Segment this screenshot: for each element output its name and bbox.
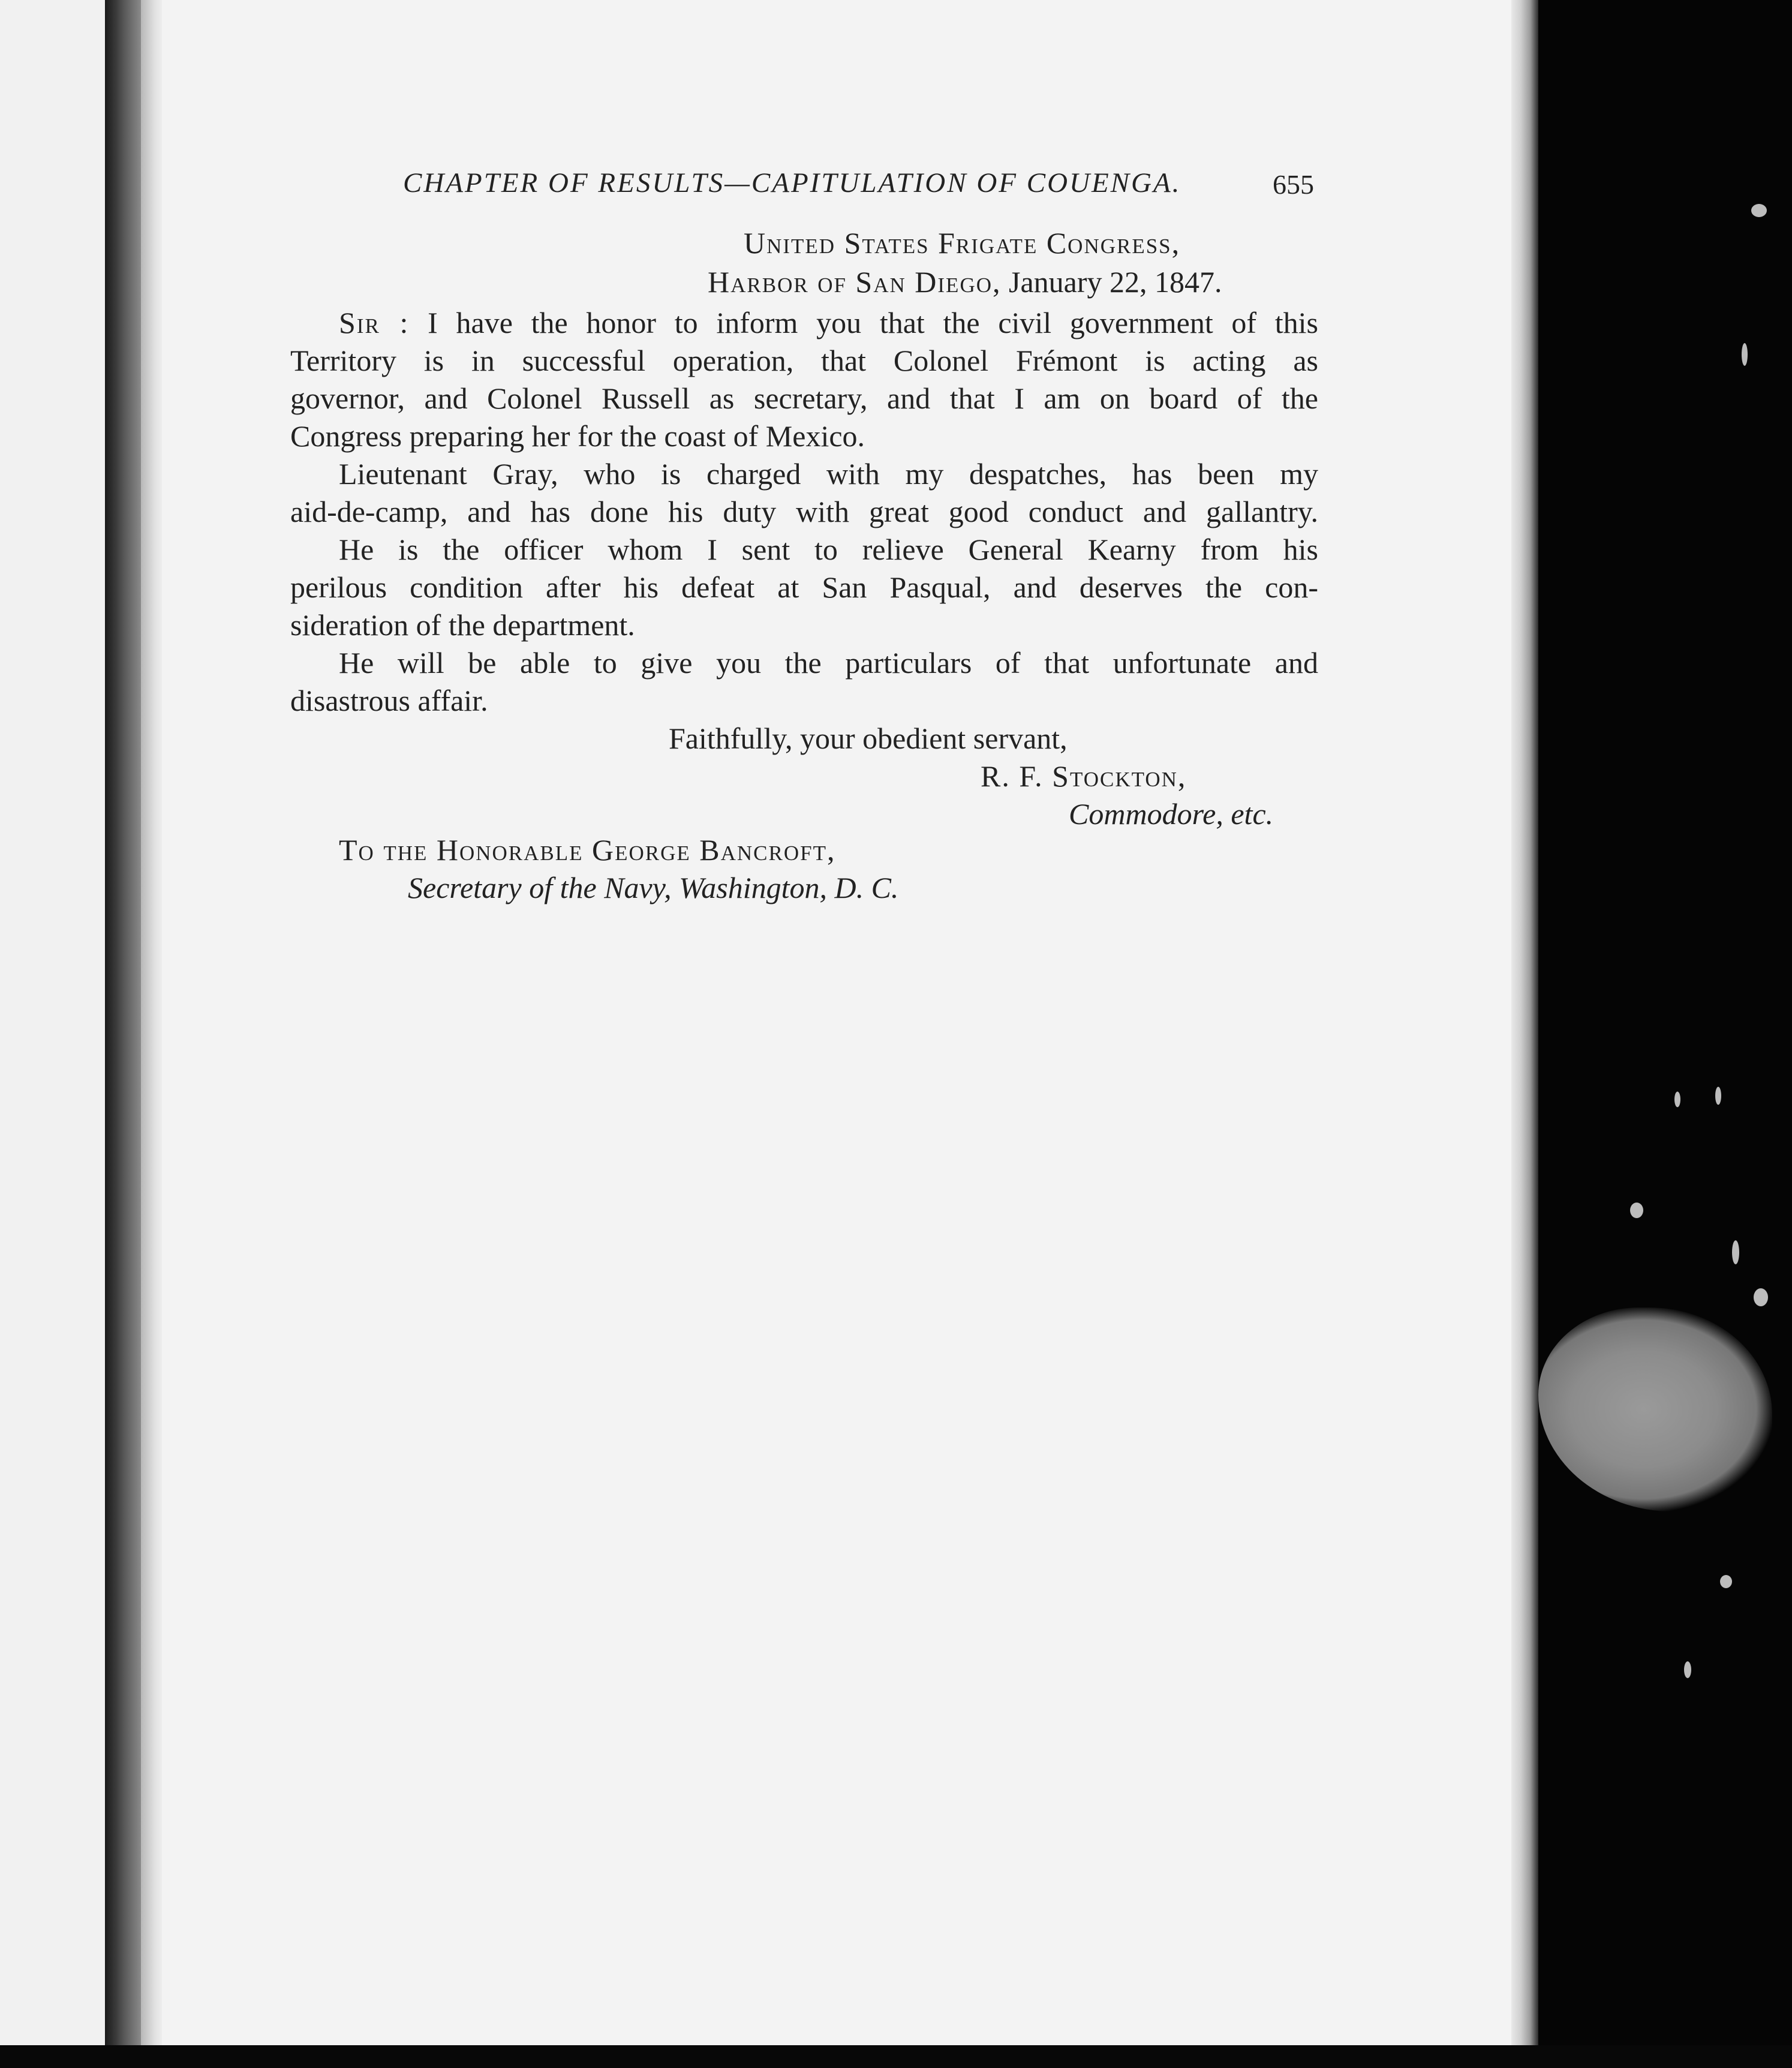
running-head: CHAPTER OF RESULTS—CAPITULATION OF COUENGA.: [403, 167, 1181, 199]
paragraph-4-line-1: He will be able to give you the particulars of that unfortunate and: [339, 646, 1318, 680]
paragraph-1-line-3: governor, and Colonel Russell as secretary, and that I am on board of the: [290, 381, 1318, 415]
paragraph-2-line-2: aid-de-camp, and has done his duty with great good conduct and gallantry.: [290, 495, 1318, 528]
paragraph-2-line-1: Lieutenant Gray, who is charged with my despatches, has been my: [339, 457, 1318, 491]
paragraph-3-line-2: perilous condition after his defeat at San Pasqual, and deserves the con-: [290, 570, 1318, 604]
addressee-line-1: To the Honorable George Bancroft,: [339, 833, 836, 867]
paragraph-4-line-2: disastrous affair.: [290, 684, 488, 717]
signature-name: R. F. Stockton,: [981, 759, 1187, 793]
signature-title: Commodore, etc.: [1069, 797, 1274, 831]
page-number: 655: [1273, 169, 1314, 200]
paragraph-1-line-2: Territory is in successful operation, that Colonel Frémont is acting as: [290, 344, 1318, 377]
letter-heading-line-2: [708, 264, 1222, 300]
letter-heading-line-1: United States Frigate Congress,: [744, 226, 1181, 260]
salutation: Sir :: [339, 306, 410, 339]
paragraph-3-line-1: He is the officer whom I sent to relieve General Kearny from his: [339, 533, 1318, 566]
paragraph-3-line-3: sideration of the department.: [290, 608, 635, 642]
letter-date: January 22, 1847.: [1009, 265, 1222, 299]
letter-heading-place: Harbor of San Diego,: [708, 265, 1002, 299]
letter-closing: Faithfully, your obedient servant,: [669, 722, 1068, 755]
paragraph-1-line-4: Congress preparing her for the coast of Mexico.: [290, 419, 865, 453]
addressee-line-2: Secretary of the Navy, Washington, D. C.: [408, 871, 899, 904]
paragraph-1-line-1: Sir : I have the honor to inform you that the civil government of this: [339, 306, 1319, 339]
